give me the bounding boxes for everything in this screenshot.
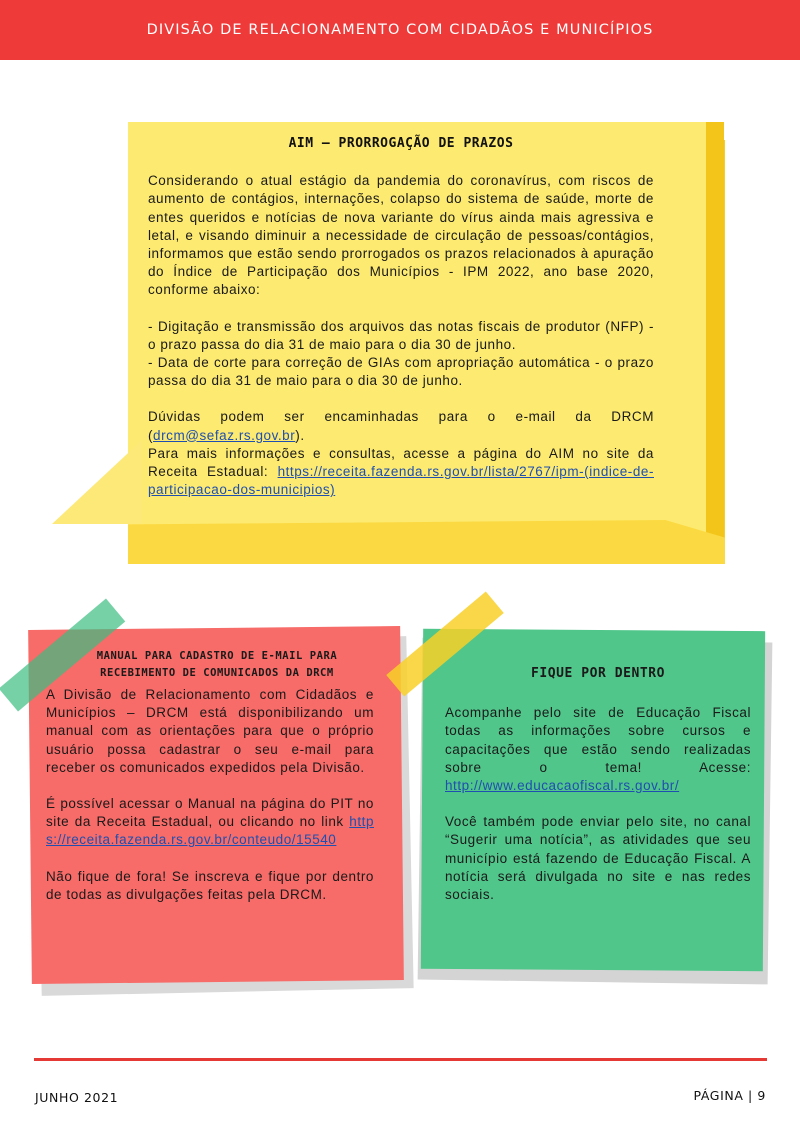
- manual-title-line-2: RECEBIMENTO DE COMUNICADOS DA DRCM: [100, 667, 334, 679]
- page-header: [0, 0, 800, 60]
- manual-paragraph-3: Não fique de fora! Se inscreva e fique por dentro de todas as divulgações feitas pela DRCM.: [46, 868, 374, 902]
- manual-paragraph-1: A Divisão de Relacionamento com Cidadãos e Municípios – DRCM está disponibilizando um manual com as orientações para que o próprio usuário possa cadastrar o seu e-mail para receber os comunicados expedidos pela Divisão.: [46, 687, 374, 775]
- manual-title-line-1: MANUAL PARA CADASTRO DE E-MAIL PARA: [96, 650, 338, 662]
- manual-note-title: [46, 648, 374, 682]
- aim-item-2: - Data de corte para correção de GIAs com apropriação automática - o prazo passa do dia 31 de maio para o dia 30 de junho.: [148, 355, 654, 389]
- footer-page-number: PÁGINA | 9: [693, 1088, 766, 1103]
- manual-pit-link[interactable]: https://receita.fazenda.rs.gov.br/conteudo/15540: [46, 814, 374, 848]
- aim-more-info-text: Para mais informações e consultas, acesse a página do AIM no site da Receita Estadual:: [148, 445, 654, 480]
- fique-paragraph-1-text: Acompanhe pelo site de Educação Fiscal todas as informações sobre cursos e capacitações que estão sendo realizadas sobre o tema! Acesse:: [445, 705, 751, 775]
- header-title: DIVISÃO DE RELACIONAMENTO COM CIDADÃOS E MUNICÍPIOS: [146, 22, 654, 38]
- drcm-email-link[interactable]: drcm@sefaz.rs.gov.br: [153, 427, 296, 443]
- aim-note-title: AIM – PRORROGAÇÃO DE PRAZOS: [288, 136, 514, 151]
- yellow-note-bottom: [128, 520, 725, 564]
- manual-paragraph-2-text: É possível acessar o Manual na página do PIT no site da Receita Estadual, ou clicando no link: [46, 796, 374, 830]
- manual-note-content: [46, 648, 374, 904]
- footer-date: JUNHO 2021: [35, 1090, 119, 1105]
- fique-paragraph-2: Você também pode enviar pelo site, no canal “Sugerir uma notícia”, as atividades que seu município está fazendo de Educação Fiscal. A notícia será divulgada no site e nas redes sociais.: [445, 814, 751, 903]
- footer-divider: [34, 1058, 767, 1061]
- aim-more-info: [148, 445, 654, 500]
- aim-doubts-prefix: Dúvidas podem ser encaminhadas para o e-mail da DRCM (: [148, 409, 654, 443]
- educacao-fiscal-link[interactable]: http://www.educacaofiscal.rs.gov.br/: [445, 778, 680, 794]
- aim-doubts-suffix: ).: [295, 427, 305, 443]
- aim-intro: Considerando o atual estágio da pandemia do coronavírus, com riscos de aumento de contágios, internações, colapso do sistema de saúde, morte de entes queridos e notícias de nova variante do vírus ainda mais agressiva e letal, e visando diminuir a necessidade de circulação de pessoas/contágios, informamos que estão sendo prorrogados os prazos relacionados à apuração do Índice de Participação dos Municípios - IPM 2022, ano base 2020, conforme abaixo:: [148, 173, 654, 298]
- yellow-note-fold: [704, 122, 724, 564]
- fique-note-title: FIQUE POR DENTRO: [530, 666, 666, 681]
- aim-ipm-link[interactable]: https://receita.fazenda.rs.gov.br/lista/2767/ipm-(indice-de-participacao-dos-municipios): [148, 464, 654, 498]
- aim-item-1: - Digitação e transmissão dos arquivos das notas fiscais de produtor (NFP) - o prazo passa do dia 31 de maio para o dia 30 de junho.: [148, 318, 654, 352]
- aim-doubts: [148, 408, 654, 444]
- fique-note-content: [445, 665, 751, 904]
- fique-paragraph-1: [445, 704, 751, 795]
- manual-paragraph-2: [46, 795, 374, 850]
- aim-note-content: [148, 135, 654, 499]
- yellow-note-curl: [52, 440, 142, 524]
